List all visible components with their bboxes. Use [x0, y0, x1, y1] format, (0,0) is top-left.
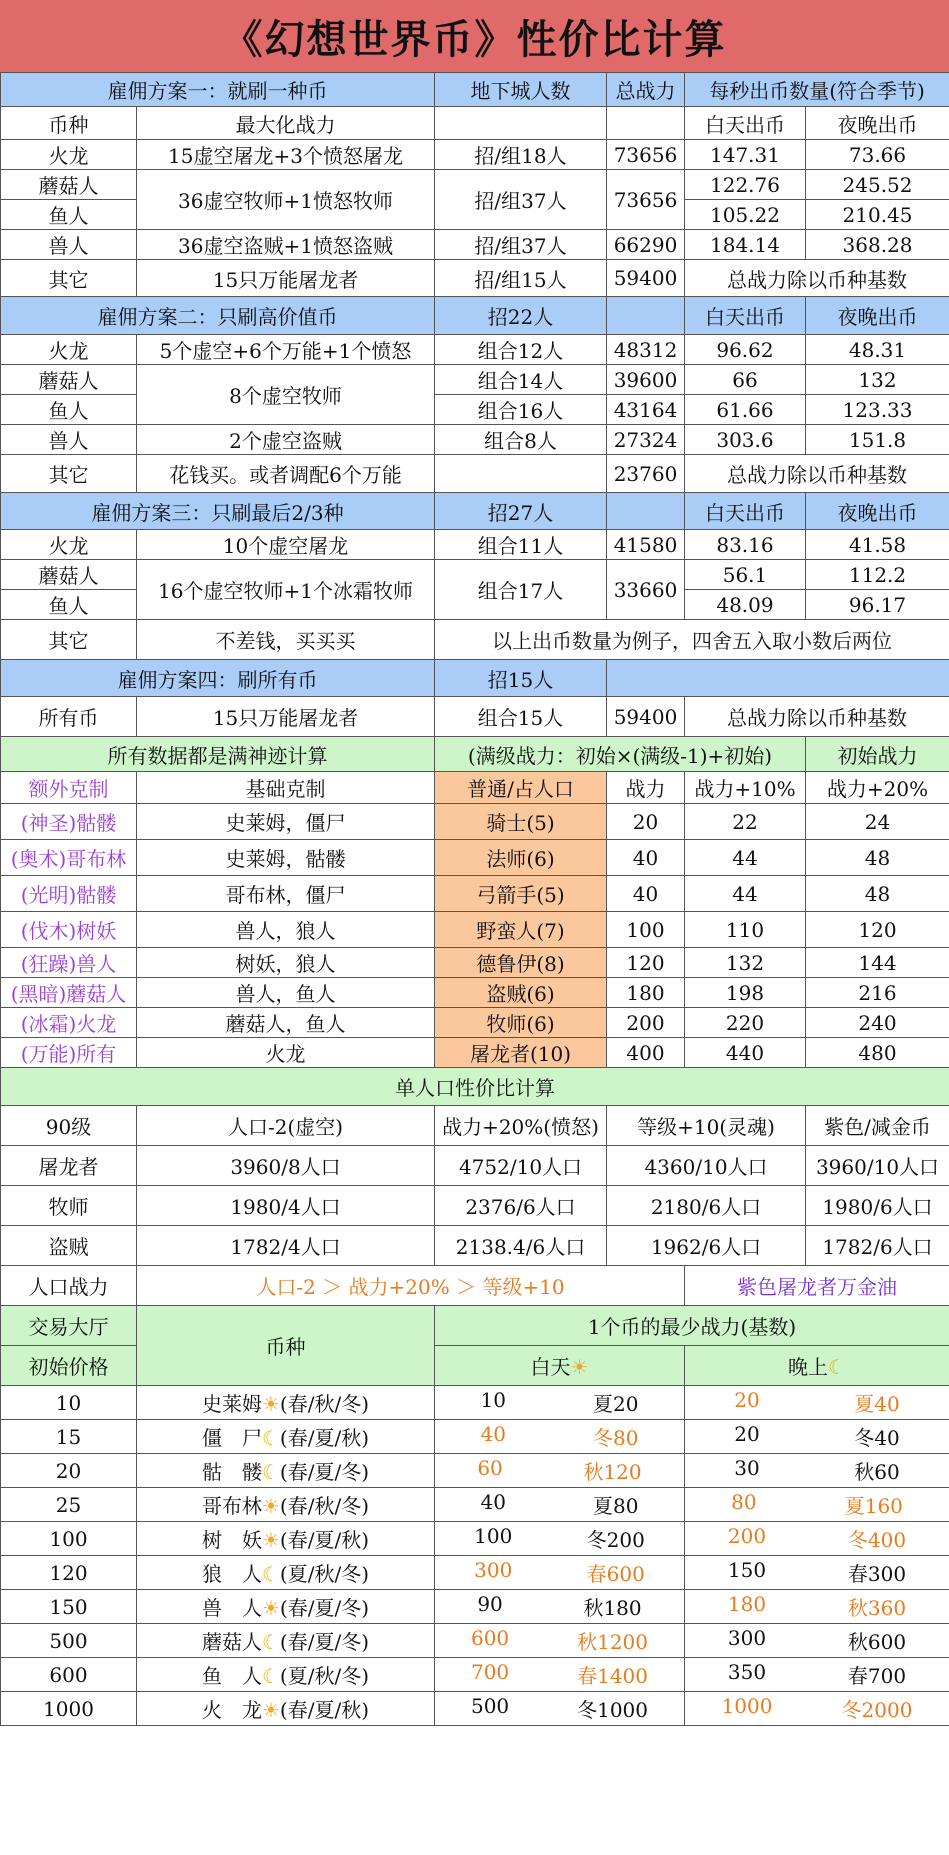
sun-icon: ☀	[570, 1355, 589, 1379]
counter-banner: 所有数据都是满神迹计算 (满级战力：初始×(满级-1)+初始) 初始战力	[1, 737, 949, 772]
market-day-values: 300 春600	[435, 1556, 685, 1590]
table-row: 盗贼 1782/4人口 2138.4/6人口 1962/6人口 1782/6人口	[1, 1226, 949, 1266]
table-row: (狂躁)兽人 树妖，狼人 德鲁伊(8) 120 132 144	[1, 948, 949, 978]
counter-header-row: 额外克制 基础克制 普通/占人口 战力 战力+10% 战力+20%	[1, 772, 949, 804]
market-row	[1, 1556, 949, 1590]
moon-icon: ☾	[261, 1562, 280, 1586]
sun-icon: ☀	[261, 1698, 280, 1722]
table-row: 所有币 15只万能屠龙者 组合15人 59400 总战力除以币种基数	[1, 697, 949, 737]
market-row	[1, 1624, 949, 1658]
table-row: (光明)骷髅 哥布林，僵尸 弓箭手(5) 40 44 48	[1, 876, 949, 912]
market-price: 120	[1, 1556, 137, 1590]
plan3-header-row: 雇佣方案三：只刷最后2/3种 招27人 白天出币 夜晚出币	[1, 493, 949, 530]
market-coin: 史莱姆☀(春/秋/冬)	[137, 1386, 435, 1420]
table-row: 兽人 36虚空盗贼+1愤怒盗贼 招/组37人 66290 184.14 368.28	[1, 230, 949, 260]
market-header-row: 交易大厅 币种 1个币的最少战力(基数)	[1, 1306, 949, 1346]
perpop-summary-row: 人口战力 人口-2 ＞ 战力+20% ＞ 等级+10 紫色屠龙者万金油	[1, 1266, 949, 1306]
market-row	[1, 1420, 949, 1454]
table-row: 屠龙者 3960/8人口 4752/10人口 4360/10人口 3960/10人口	[1, 1146, 949, 1186]
market-night-values: 300 秋600	[685, 1624, 949, 1658]
market-row	[1, 1658, 949, 1692]
market-coin: 兽 人☀(春/夏/冬)	[137, 1590, 435, 1624]
table-row: 兽人 2个虚空盗贼 组合8人 27324 303.6 151.8	[1, 425, 949, 455]
market-day-values: 600 秋1200	[435, 1624, 685, 1658]
market-night-values: 30 秋60	[685, 1454, 949, 1488]
perpop-banner: 单人口性价比计算	[1, 1068, 949, 1106]
plan3-title: 雇佣方案三：只刷最后2/3种	[1, 493, 435, 530]
market-coin: 僵 尸☾(春/夏/秋)	[137, 1420, 435, 1454]
table-row: 牧师 1980/4人口 2376/6人口 2180/6人口 1980/6人口	[1, 1186, 949, 1226]
night-header: 夜晚出币	[806, 107, 949, 140]
table-row: 其它 不差钱，买买买 以上出币数量为例子，四舍五入取小数后两位	[1, 620, 949, 660]
perpop-header-row: 90级 人口-2(虚空) 战力+20%(愤怒) 等级+10(灵魂) 紫色/减金币	[1, 1106, 949, 1146]
plan1-dungeon-header: 地下城人数	[435, 73, 607, 107]
plan2-title: 雇佣方案二：只刷高价值币	[1, 297, 435, 335]
market-day-values: 100 冬200	[435, 1522, 685, 1556]
table-row: (万能)所有 火龙 屠龙者(10) 400 440 480	[1, 1038, 949, 1068]
sun-icon: ☀	[261, 1528, 280, 1552]
market-price: 15	[1, 1420, 137, 1454]
market-price: 20	[1, 1454, 137, 1488]
market-subheader-row: 初始价格 白天☀ 晚上☾	[1, 1346, 949, 1386]
market-row	[1, 1454, 949, 1488]
max-power-header: 最大化战力	[137, 107, 435, 140]
market-row	[1, 1522, 949, 1556]
market-day-values: 500 冬1000	[435, 1692, 685, 1726]
plan1-sub-row	[1, 107, 949, 140]
market-night-values: 20 冬40	[685, 1420, 949, 1454]
table-row: 鱼人 48.09 96.17	[1, 590, 949, 620]
table-row: 鱼人 组合16人 43164 61.66 123.33	[1, 395, 949, 425]
market-night-values: 200 冬400	[685, 1522, 949, 1556]
market-row	[1, 1692, 949, 1726]
market-price: 10	[1, 1386, 137, 1420]
table-row: 蘑菇人 16个虚空牧师+1个冰霜牧师 组合17人 33660 56.1 112.2	[1, 560, 949, 590]
market-day-values: 10 夏20	[435, 1386, 685, 1420]
table-row: (奥术)哥布林 史莱姆，骷髅 法师(6) 40 44 48	[1, 840, 949, 876]
moon-icon: ☾	[261, 1664, 280, 1688]
plan4-title: 雇佣方案四：刷所有币	[1, 660, 435, 697]
table-row: 火龙 10个虚空屠龙 组合11人 41580 83.16 41.58	[1, 530, 949, 560]
market-night-values: 1000 冬2000	[685, 1692, 949, 1726]
day-header: 白天出币	[685, 107, 806, 140]
market-price: 100	[1, 1522, 137, 1556]
market-coin: 树 妖☀(春/夏/秋)	[137, 1522, 435, 1556]
market-price: 25	[1, 1488, 137, 1522]
plan1-header-row	[1, 73, 949, 107]
plan2-header-row: 雇佣方案二：只刷高价值币 招22人 白天出币 夜晚出币	[1, 297, 949, 335]
market-row	[1, 1590, 949, 1624]
market-price: 500	[1, 1624, 137, 1658]
sun-icon: ☀	[261, 1494, 280, 1518]
page-title: 《幻想世界币》性价比计算	[0, 0, 949, 74]
market-price: 1000	[1, 1692, 137, 1726]
market-price: 600	[1, 1658, 137, 1692]
sun-icon: ☀	[261, 1392, 280, 1416]
market-day-values: 40 夏80	[435, 1488, 685, 1522]
market-day-values: 90 秋180	[435, 1590, 685, 1624]
plan1-power-header: 总战力	[607, 73, 685, 107]
table-row: 其它 15只万能屠龙者 招/组15人 59400 总战力除以币种基数	[1, 260, 949, 297]
market-day-values: 700 春1400	[435, 1658, 685, 1692]
main-table	[0, 72, 949, 1726]
market-day-values: 60 秋120	[435, 1454, 685, 1488]
table-row: (伐木)树妖 兽人，狼人 野蛮人(7) 100 110 120	[1, 912, 949, 948]
market-coin: 狼 人☾(夏/秋/冬)	[137, 1556, 435, 1590]
table-row: 鱼人 105.22 210.45	[1, 200, 949, 230]
plan4-header-row: 雇佣方案四：刷所有币 招15人	[1, 660, 949, 697]
market-coin: 鱼 人☾(夏/秋/冬)	[137, 1658, 435, 1692]
market-coin: 骷 髅☾(春/夏/冬)	[137, 1454, 435, 1488]
table-row: (神圣)骷髅 史莱姆，僵尸 骑士(5) 20 22 24	[1, 804, 949, 840]
moon-icon: ☾	[261, 1630, 280, 1654]
table-row: 火龙 15虚空屠龙+3个愤怒屠龙 招/组18人 73656 147.31 73.66	[1, 140, 949, 170]
market-coin: 蘑菇人☾(春/夏/冬)	[137, 1624, 435, 1658]
sun-icon: ☀	[261, 1596, 280, 1620]
market-row	[1, 1488, 949, 1522]
market-row	[1, 1386, 949, 1420]
market-price: 150	[1, 1590, 137, 1624]
market-night-values: 20 夏40	[685, 1386, 949, 1420]
table-row: 蘑菇人 36虚空牧师+1愤怒牧师 招/组37人 73656 122.76 245.52	[1, 170, 949, 200]
market-night-values: 80 夏160	[685, 1488, 949, 1522]
table-row: (冰霜)火龙 蘑菇人，鱼人 牧师(6) 200 220 240	[1, 1008, 949, 1038]
market-day-values: 40 冬80	[435, 1420, 685, 1454]
plan1-rate-header: 每秒出币数量(符合季节)	[685, 73, 949, 107]
market-night-values: 150 春300	[685, 1556, 949, 1590]
table-row: 火龙 5个虚空+6个万能+1个愤怒 组合12人 48312 96.62 48.31	[1, 335, 949, 365]
table-row: (黑暗)蘑菇人 兽人，鱼人 盗贼(6) 180 198 216	[1, 978, 949, 1008]
plan1-title: 雇佣方案一：就刷一种币	[1, 73, 435, 107]
market-coin: 哥布林☀(春/秋/冬)	[137, 1488, 435, 1522]
coin-header: 币种	[1, 107, 137, 140]
market-body	[1, 1386, 949, 1726]
moon-icon: ☾	[261, 1426, 280, 1450]
moon-icon: ☾	[261, 1460, 280, 1484]
table-row: 其它 花钱买。或者调配6个万能 23760 总战力除以币种基数	[1, 455, 949, 493]
table-row: 蘑菇人 8个虚空牧师 组合14人 39600 66 132	[1, 365, 949, 395]
market-coin: 火 龙☀(春/夏/秋)	[137, 1692, 435, 1726]
market-night-values: 350 春700	[685, 1658, 949, 1692]
moon-icon: ☾	[828, 1355, 846, 1379]
market-night-values: 180 秋360	[685, 1590, 949, 1624]
